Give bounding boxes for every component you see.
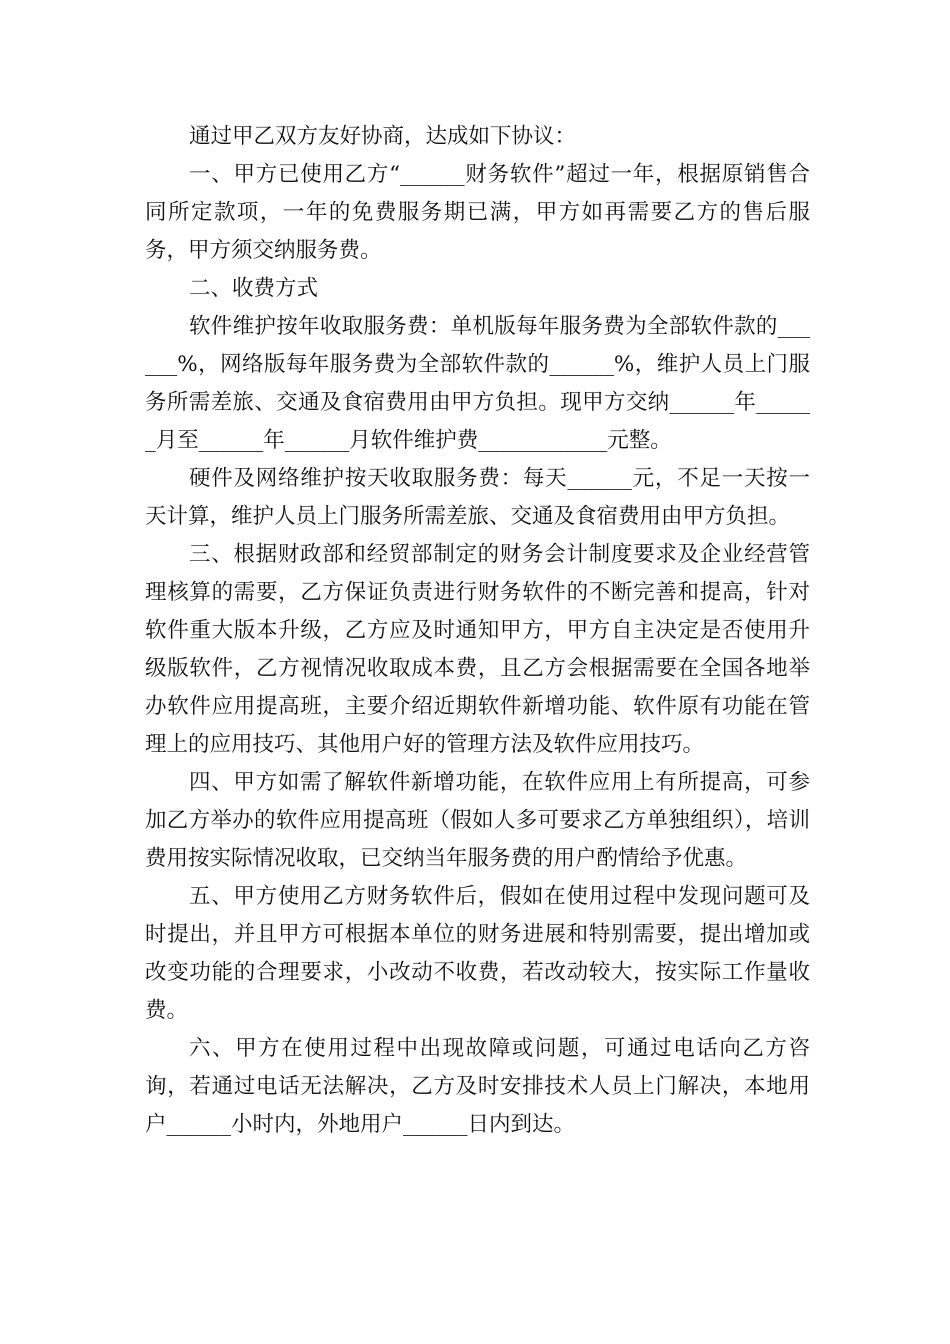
paragraph-clause-4: 四、甲方如需了解软件新增功能，在软件应用上有所提高，可参加乙方举办的软件应用提高班（假如人多可要求乙方单独组织），培训费用按实际情况收取，已交纳当年服务费的用户酌情给予优惠。 — [145, 770, 810, 871]
paragraph-intro: 通过甲乙双方友好协商，达成如下协议： — [189, 124, 577, 149]
paragraph-hardware-fee: 硬件及网络维护按天收取服务费：每天______元，不足一天按一天计算，维护人员上门服务所需差旅、交通及食宿费用由甲方负担。 — [145, 466, 810, 529]
paragraph-clause-1: 一、甲方已使用乙方“______财务软件”超过一年，根据原销售合同所定款项，一年的免费服务期已满，甲方如再需要乙方的售后服务，甲方须交纳服务费。 — [145, 162, 810, 263]
paragraph-software-fee: 软件维护按年收取服务费：单机版每年服务费为全部软件款的______%，网络版每年服务费为全部软件款的______%，维护人员上门服务所需差旅、交通及食宿费用由甲方负担。现甲方交纳______年______月至______年______月软件维护费____________元整。 — [145, 314, 810, 453]
paragraph-clause-2-heading: 二、收费方式 — [189, 276, 319, 301]
paragraph-clause-3: 三、根据财政部和经贸部制定的财务会计制度要求及企业经营管理核算的需要，乙方保证负责进行财务软件的不断完善和提高，针对软件重大版本升级，乙方应及时通知甲方，甲方自主决定是否使用升级版软件，乙方视情况收取成本费，且乙方会根据需要在全国各地举办软件应用提高班，主要介绍近期软件新增功能、软件原有功能在管理上的应用技巧、其他用户好的管理方法及软件应用技巧。 — [145, 542, 810, 757]
paragraph-clause-5: 五、甲方使用乙方财务软件后，假如在使用过程中发现问题可及时提出，并且甲方可根据本单位的财务进展和特别需要，提出增加或改变功能的合理要求，小改动不收费，若改动较大，按实际工作量收费。 — [145, 884, 810, 1023]
document-body — [145, 118, 810, 1144]
paragraph-clause-6: 六、甲方在使用过程中出现故障或问题，可通过电话向乙方咨询，若通过电话无法解决，乙方及时安排技术人员上门解决，本地用户______小时内，外地用户______日内到达。 — [145, 1036, 810, 1137]
